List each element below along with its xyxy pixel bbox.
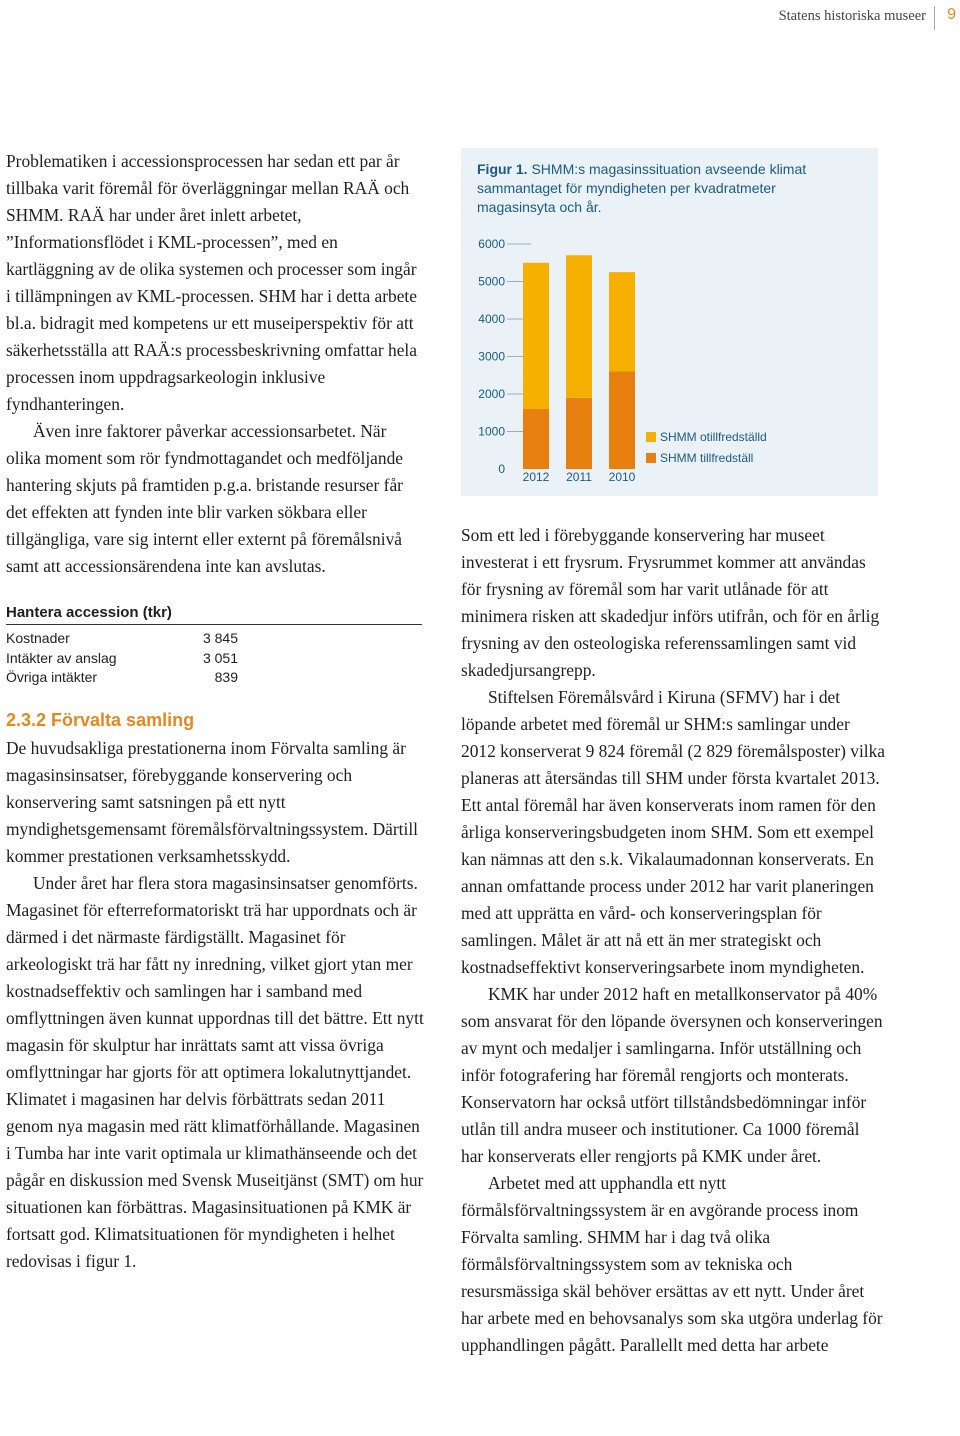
y-tick-label: 3000 <box>478 349 505 364</box>
table-row <box>6 649 422 669</box>
paragraph: Problematiken i accessionsprocessen har sedan ett par år tillbaka varit föremål för överläggningar mellan RAÄ och SHMM. RAÄ har under året inlett arbetet, ”Informationsflödet i KML-processen”, med en kartläggning av de olika systemen och processer som ingår i tillämpningen av KML-processen. SHM har i detta arbete bl.a. bidragit med kompetens ur ett museiperspektiv för att säkerhetsställa att RAÄ:s processbeskrivning omfattar hela processen inom uppdragsarkeologin inklusive fyndhanteringen. <box>6 151 417 414</box>
y-tick-label: 1000 <box>478 424 505 439</box>
figure-1 <box>461 148 878 496</box>
row-value: 3 845 <box>202 630 238 646</box>
paragraph: De huvudsakliga prestationerna inom Förvalta samling är magasinsinsatser, förebyggande konservering och konservering samt satsningen på ett nytt myndighetsgemensamt föremålsförvaltningssystem. Därtill kommer prestationen verksamhetsskydd. <box>6 737 418 866</box>
x-tick-label: 2012 <box>522 470 550 484</box>
paragraph: KMK har under 2012 haft en metallkonservator på 40% som ansvarat för den löpande översynen och konserveringen av mynt och medaljer i samlingarna. Inför utställning och inför fotografering har föremål rengjorts och monterats. Konservatorn har också utfört tillståndsbedömningar inför utlån till andra museer och institutioner. Ca 1000 föremål har konserverats eller rengjorts på KMK under året. <box>461 984 883 1166</box>
row-value: 839 <box>214 669 238 685</box>
x-tick-label: 2010 <box>608 470 636 484</box>
x-tick-label: 2011 <box>566 470 592 484</box>
running-title: Statens historiska museer <box>778 8 926 24</box>
legend-label: SHMM tillfredställ <box>660 451 754 465</box>
row-value: 3 051 <box>202 649 238 666</box>
row-label: Övriga intäkter <box>6 669 98 685</box>
row-label: Kostnader <box>6 630 70 646</box>
bar-segment <box>566 255 592 398</box>
y-tick-label: 4000 <box>478 312 505 326</box>
table-row <box>6 629 422 649</box>
y-tick-label: 2000 <box>478 387 505 401</box>
bar-segment <box>523 263 549 409</box>
legend-swatch <box>646 453 656 463</box>
row-label: Intäkter av anslag <box>6 649 117 666</box>
legend-label: SHMM otillfredställd <box>660 430 767 444</box>
table-title: Hantera accession (tkr) <box>6 604 422 625</box>
paragraph: Stiftelsen Föremålsvård i Kiruna (SFMV) har i det löpande arbetet med föremål ur SHM:s samlingar under 2012 konserverat 9 824 föremål (2 829 föremålsposter) vilka planeras att återsändas till SHM under första kvartalet 2013. Ett antal föremål har även konserverats inom ramen för den årliga konserveringsbudgeten inom SHM. Som ett exempel kan nämnas att den s.k. Vikalaumadonnan konserverats. En annan omfattande process under 2012 har varit planeringen med att upprätta en vård- och konserveringsplan för samlingen. Målet är att nå ett än mer strategiskt och kostnadseffektivt konserveringsarbete inom myndigheten. <box>461 687 886 977</box>
table-row <box>6 668 422 688</box>
bar-segment <box>523 409 549 469</box>
page-header <box>560 6 960 28</box>
bar-segment <box>609 372 635 470</box>
bar-segment <box>609 272 635 371</box>
figure-label: Figur 1. <box>477 161 528 177</box>
y-tick-label: 6000 <box>478 237 505 251</box>
legend-swatch <box>646 432 656 442</box>
paragraph: Arbetet med att upphandla ett nytt förmålsförvaltningssystem är en avgörande process inom Förvalta samling. SHMM har i dag två olika förmålsförvaltningssystem som av tekniska och resursmässiga skäl behöver ersättas av ett nytt. Under året har arbete med en behovsanalys som ska utgöra underlag för upphandlingen pågått. Parallellt med detta har arbete <box>461 1173 883 1355</box>
paragraph: Som ett led i förebyggande konservering har museet investerat i ett frysrum. Frysrummet kommer att användas för frysning av föremål som har varit utlånade för att minimera risken att skadedjur införs utifrån, och för en årlig frysning av den osteologiska referenssamlingen samt vid skadedjursangrepp. <box>461 525 880 680</box>
paragraph: Även inre faktorer påverkar accessionsarbetet. När olika moment som rör fyndmottagandet och medföljande hantering skjuts på framtiden p.g.a. bristande resurser får det effekten att fynden inte blir varken sökbara eller tillgängliga, vare sig internt eller externt på föremålsnivå samt att accessionsärendena inte kan avslutas. <box>6 421 403 576</box>
cost-table <box>6 604 422 688</box>
y-tick-label: 0 <box>498 462 505 476</box>
stacked-bar-chart <box>461 148 878 496</box>
bar-segment <box>566 398 592 469</box>
paragraph: Under året har flera stora magasinsinsatser genomförts. Magasinet för efterreformatoriskt trä har uppordnats och är därmed i det närmaste färdigställt. Magasinet för arkeologiskt trä har fått ny inredning, vilket gjort ytan mer kostnadseffektiv och samlingen har i samband med omflyttningen även kunnat uppordnas till det bättre. Ett nytt magasin för skulptur har inrättats samt att vissa övriga omflyttningar har gjorts för att optimera lokalutnyttjandet. Klimatet i magasinen har delvis förbättrats sedan 2011 genom nya magasin med rätt klimatförhållande. Magasinen i Tumba har inte varit optimala ur klimathänseende och det pågår en diskussion med Svensk Museitjänst (SMT) om hur situationen kan förbättras. Magasinsituationen på KMK är fortsatt god. Klimatsituationen för myndigheten i helhet redovisas i figur 1. <box>6 872 424 1271</box>
right-column <box>461 522 885 1359</box>
section-heading: 2.3.2 Förvalta samling <box>6 709 195 730</box>
header-divider <box>934 6 935 30</box>
left-column <box>6 148 424 1275</box>
y-tick-label: 5000 <box>478 274 505 289</box>
figure-caption-text: SHMM:s magasinssituation avseende klimat sammantaget för myndigheten per kvadratmeter magasinsyta och år. <box>477 161 807 215</box>
page-number: 9 <box>947 6 956 23</box>
